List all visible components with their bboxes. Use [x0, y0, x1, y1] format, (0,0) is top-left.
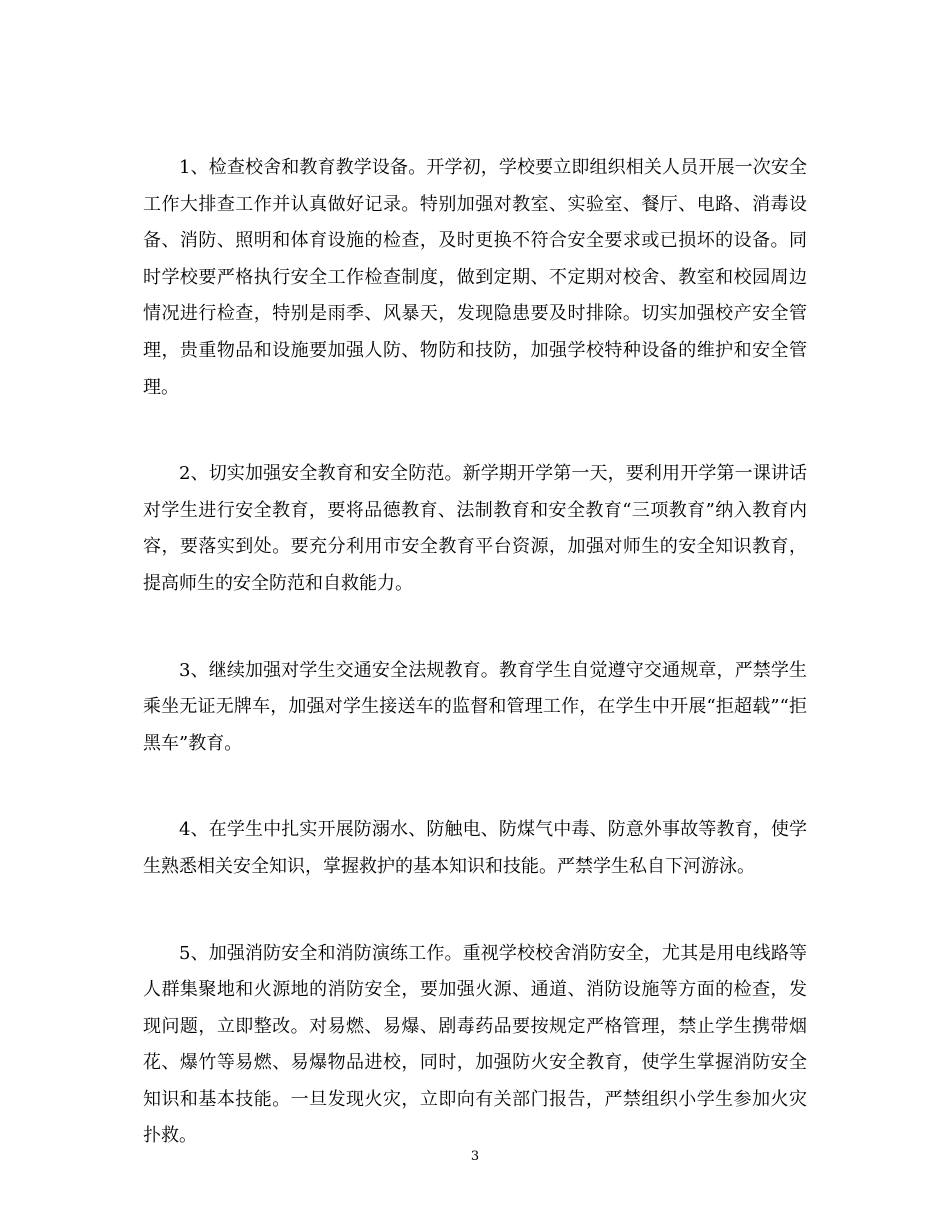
page-number: 3	[470, 1149, 480, 1164]
paragraph-5: 5、加强消防安全和消防演练工作。重视学校校舍消防安全，尤其是用电线路等人群集聚地和火源地的消防安全，要加强火源、通道、消防设施等方面的检查，发现问题，立即整改。对易燃、易爆、剧毒药品要按规定严格管理，禁止学生携带烟花、爆竹等易燃、易爆物品进校，同时，加强防火安全教育，使学生掌握消防安全知识和基本技能。一旦发现火灾，立即向有关部门报告，严禁组织小学生参加火灾扑救。	[143, 942, 807, 1147]
document-body	[143, 150, 807, 1205]
paragraph-4: 4、在学生中扎实开展防溺水、防触电、防煤气中毒、防意外事故等教育，使学生熟悉相关安全知识，掌握救护的基本知识和技能。严禁学生私自下河游泳。	[143, 819, 807, 877]
paragraph-3: 3、继续加强对学生交通安全法规教育。教育学生自觉遵守交通规章，严禁学生乘坐无证无牌车，加强对学生接送车的监督和管理工作，在学生中开展“拒超载”“拒黑车”教育。	[143, 659, 807, 754]
paragraph-2: 2、切实加强安全教育和安全防范。新学期开学第一天，要利用开学第一课讲话对学生进行安全教育，要将品德教育、法制教育和安全教育“三项教育”纳入教育内容，要落实到处。要充分利用市安全教育平台资源，加强对师生的安全知识教育，提高师生的安全防范和自救能力。	[143, 463, 807, 594]
paragraph-1: 1、检查校舍和教育教学设备。开学初，学校要立即组织相关人员开展一次安全工作大排查工作并认真做好记录。特别加强对教室、实验室、餐厅、电路、消毒设备、消防、照明和体育设施的检查，及时更换不符合安全要求或已损坏的设备。同时学校要严格执行安全工作检查制度，做到定期、不定期对校舍、教室和校园周边情况进行检查，特别是雨季、风暴天，发现隐患要及时排除。切实加强校产安全管理，贵重物品和设施要加强人防、物防和技防，加强学校特种设备的维护和安全管理。	[143, 157, 807, 398]
